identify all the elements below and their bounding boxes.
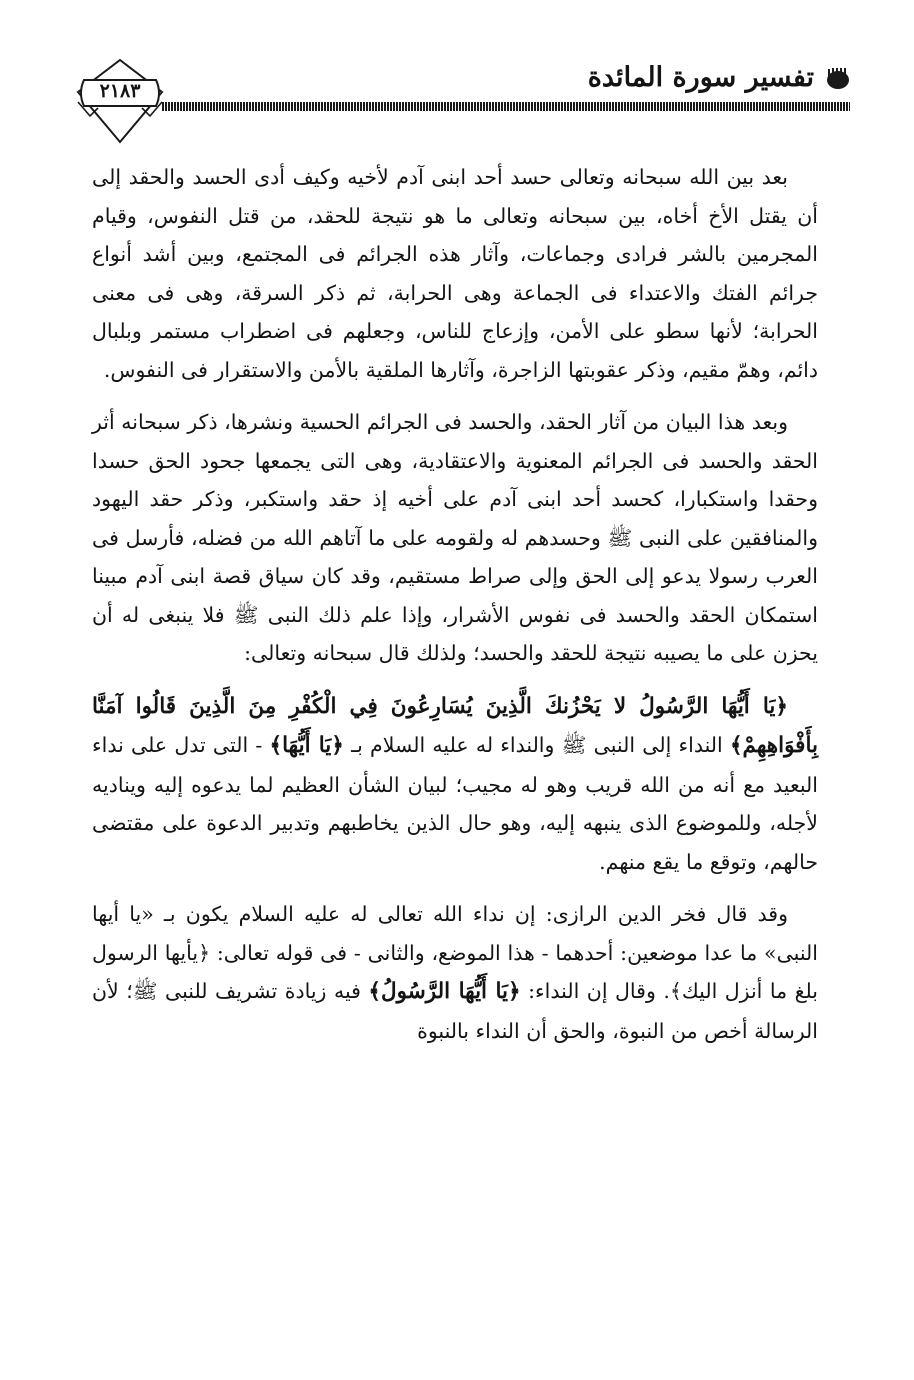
- header-rule: [162, 102, 850, 111]
- paragraph-3-text-b: - التى تدل على نداء البعيد مع أنه من الله قريب وهو له مجيب؛ لبيان الشأن العظيم لما يدعوه إليه ويناديه لأجله، وللموضوع الذى ينبهه إليه، وهو حال الذين يخاطبهم وتدبير الدعوة على مقتضى حالهم، وتوقع ما يقع منهم.: [92, 733, 818, 874]
- header-ornament-icon: [826, 68, 850, 90]
- page-number: ٢١٨٣: [99, 80, 141, 102]
- paragraph-4-text-b: فيه زيادة تشريف للنبى ﷺ؛ لأن الرسالة أخص من النبوة، والحق أن النداء بالنبوة: [92, 979, 818, 1043]
- paragraph-3: [92, 687, 818, 882]
- page-header: [70, 48, 850, 148]
- paragraph-4: [92, 895, 818, 1050]
- paragraph-1: بعد بين الله سبحانه وتعالى حسد أحد ابنى آدم لأخيه وكيف أدى الحسد والحقد إلى أن يقتل الأخ أخاه، بين سبحانه وتعالى ما هو نتيجة للحقد، من قتل النفوس، وقيام المجرمين بالشر فرادى وجماعات، وآثار هذه الجرائم فى المجتمع، وبين أشد أنواع جرائم الفتك والاعتداء فى الجماعة وهى الحرابة، ثم ذكر السرقة، وهى فى معنى الحرابة؛ لأنها سطو على الأمن، وإزعاج للناس، وجعلهم فى اضطراب مستمر وبلبال دائم، وهمّ مقيم، وذكر عقوبتها الزاجرة، وآثارها الملقية بالأمن والاستقرار فى النفوس.: [92, 165, 818, 382]
- paragraph-2: وبعد هذا البيان من آثار الحقد، والحسد فى الجرائم الحسية ونشرها، ذكر سبحانه أثر الحقد والحسد فى الجرائم المعنوية والاعتقادية، وهى التى يجمعها جحود الحق حسدا وحقدا واستكبارا، كحسد أحد ابنى آدم على أخيه إذ حقد واستكبر، وذكر حقد اليهود والمنافقين على النبى ﷺ وحسدهم له ولقومه على ما آتاهم الله من فضله، فأرسل فى العرب رسولا يدعو إلى الحق وإلى صراط مستقيم، وقد كان سياق قصة ابنى آدم مبينا استمكان الحقد والحسد فى نفوس الأشرار، وإذا علم ذلك النبى ﷺ فلا ينبغى له أن يحزن على ما يصيبه نتيجة للحقد والحسد؛ ولذلك قال سبحانه وتعالى:: [92, 410, 818, 665]
- running-header-title: تفسير سورة المائدة: [587, 62, 814, 93]
- paragraph-3-text-a: النداء إلى النبى ﷺ والنداء له عليه السلام بـ: [343, 733, 730, 757]
- quran-verse-short: ﴿يَا أَيُّهَا﴾: [269, 733, 344, 758]
- quran-verse-rasul: ﴿يَا أَيُّهَا الرَّسُولُ﴾: [368, 979, 521, 1004]
- quran-verse: ﴿يَا أَيُّهَا الرَّسُولُ لا يَحْزُنكَ الَّذِينَ يُسَارِعُونَ فِي الْكُفْرِ مِنَ الَّذِينَ قَالُوا آمَنَّا بِأَفْوَاهِهِمْ﴾: [92, 693, 818, 758]
- body-text: [92, 158, 818, 1064]
- page-number-badge: [70, 58, 170, 144]
- paragraph-4-text-a: وقد قال فخر الدين الرازى: إن نداء الله تعالى له عليه السلام يكون بـ «يا أيها النبى» ما عدا موضعين: أحدهما - هذا الموضع، والثانى - فى قوله تعالى: ﴿يأيها الرسول بلغ ما أنزل اليك﴾. وقال إن النداء:: [92, 902, 818, 1003]
